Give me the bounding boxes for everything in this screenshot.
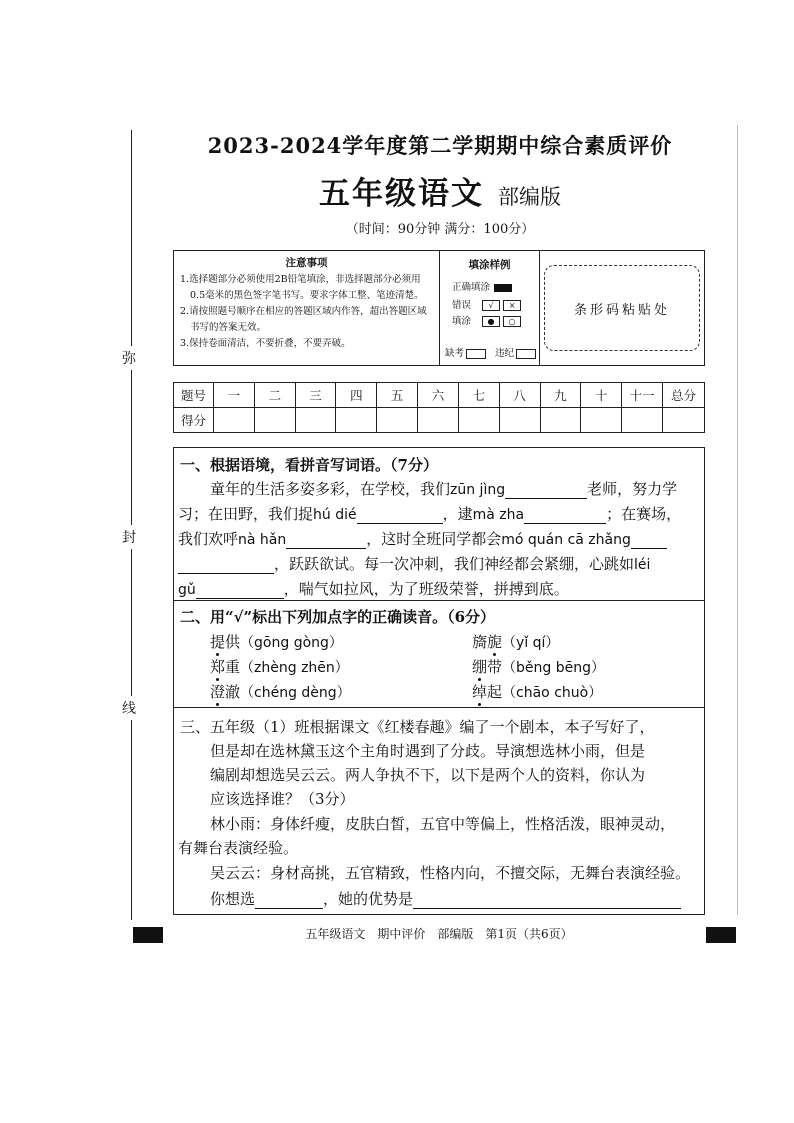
pinyin-leigu-part1: léi <box>634 557 651 573</box>
pinyin-moquancazhang: mó quán cā zhǎng <box>501 532 631 548</box>
edition-label: 部编版 <box>498 185 561 209</box>
question-1-box <box>173 447 705 601</box>
score-col-3: 三 <box>295 383 336 408</box>
q3-profile-lin-cont: 有舞台表演经验。 <box>178 839 299 857</box>
q1-line-1: 童年的生活多姿多彩，在学校，我们zūn jìng 老师，努力学 <box>210 480 678 498</box>
barcode-area <box>544 265 700 351</box>
score-col-8: 八 <box>499 383 540 408</box>
q1-line-3: 我们欢呼nà hǎn ，这时全班同学都会mó quán cā zhǎng <box>178 528 667 549</box>
q3-line-3: 编剧却想选吴云云。两人争执不下，以下是两个人的资料，你认为 <box>210 766 646 784</box>
q2-item-4: 绷带（běng bēng） <box>472 658 606 676</box>
exam-title: 2023-2024学年度第二学期期中综合素质评价 <box>207 133 673 158</box>
score-col-2: 二 <box>254 383 295 408</box>
score-cell[interactable] <box>499 408 540 433</box>
q2-item-3: 郑重（zhèng zhēn） <box>210 658 349 676</box>
wrong-mark-check: √ <box>482 300 500 311</box>
pinyin-zunjing: zūn jìng <box>450 482 506 498</box>
seal-char-mi: 弥 <box>122 346 136 370</box>
seal-char-xian: 线 <box>122 696 136 720</box>
registration-mark-right <box>706 927 736 943</box>
score-cell[interactable] <box>295 408 336 433</box>
answer-blank-5-cont[interactable] <box>178 559 274 574</box>
dotted-char: 澄 <box>210 683 226 701</box>
page-footer: 五年级语文 期中评价 部编版 第1页（共6页） <box>305 927 573 941</box>
violation-checkbox[interactable] <box>516 349 536 359</box>
correct-fill-label: 正确填涂 <box>452 282 491 293</box>
q2-item-6: 绰起（chāo chuò） <box>472 683 603 701</box>
right-edge-line <box>737 125 738 915</box>
pinyin-hudie: hú dié <box>313 507 357 523</box>
score-col-5: 五 <box>377 383 418 408</box>
q2-item-2: 旖旎（yǐ qí） <box>472 633 560 651</box>
pinyin-mazha: mà zha <box>472 507 525 523</box>
score-row-label: 得分 <box>174 408 214 433</box>
notice-section <box>174 251 440 365</box>
question-1-title: 一、根据语境，看拼音写词语。（7分） <box>180 456 438 474</box>
q3-answer-line: 你想选 ，她的优势是 <box>210 888 681 909</box>
dotted-char: 绰 <box>472 683 488 701</box>
notice-item-2: 2.请按照题号顺序在相应的答题区域内作答，超出答题区域书写的答案无效。 <box>180 306 427 333</box>
absent-label: 缺考 <box>445 348 465 359</box>
score-col-1: 一 <box>214 383 255 408</box>
score-col-4: 四 <box>336 383 377 408</box>
answer-blank-6[interactable] <box>196 584 284 599</box>
dotted-char: 郑 <box>210 658 226 676</box>
pinyin-nahan: nà hǎn <box>238 532 287 548</box>
q2-item-1: 提供（gōng gòng） <box>210 633 343 651</box>
notice-item-1: 1.选择题部分必须使用2B铅笔填涂，非选择题部分必须用0.5毫米的黑色签字笔书写。要求字体工整、笔迹清楚。 <box>180 274 424 301</box>
score-cell[interactable] <box>418 408 459 433</box>
barcode-label: 条形码粘贴处 <box>573 302 670 318</box>
score-col-11: 十一 <box>622 383 663 408</box>
dotted-char: 旎 <box>487 633 503 651</box>
score-col-6: 六 <box>418 383 459 408</box>
time-info: （时间：90分钟 满分：100分） <box>345 222 535 237</box>
wrong-fill-label-2: 填涂 <box>452 316 472 327</box>
q1-line-5: gǔ ，喘气如拉风，为了班级荣誉，拼搏到底。 <box>178 580 569 598</box>
correct-fill-swatch <box>494 284 512 292</box>
seal-char-feng: 封 <box>122 525 136 549</box>
score-table-score-row <box>174 408 705 433</box>
score-cell[interactable] <box>377 408 418 433</box>
score-cell[interactable] <box>336 408 377 433</box>
answer-blank-1[interactable] <box>505 484 587 499</box>
answer-blank-3[interactable] <box>524 509 606 524</box>
notice-item-3: 3.保持卷面清洁，不要折叠，不要弄破。 <box>180 338 351 349</box>
answer-blank-4[interactable] <box>286 534 366 549</box>
registration-mark-left <box>133 927 163 943</box>
score-col-10: 十 <box>581 383 622 408</box>
question-2-box <box>173 600 705 708</box>
wrong-mark-dot: ● <box>482 316 500 327</box>
question-3-title: 三、五年级（1）班根据课文《红楼春趣》编了一个剧本，本子写好了， <box>180 718 655 736</box>
choice-blank[interactable] <box>255 894 323 909</box>
score-cell[interactable] <box>458 408 499 433</box>
dotted-char: 提 <box>210 633 226 651</box>
notice-heading: 注意事项 <box>285 257 328 269</box>
score-table-header-row <box>174 383 705 408</box>
violation-label: 违纪 <box>495 348 515 359</box>
question-number-label: 题号 <box>174 383 214 408</box>
q2-item-5: 澄澈（chéng dèng） <box>210 683 351 701</box>
subject-line <box>150 168 730 213</box>
dotted-char: 绷 <box>472 658 488 676</box>
q1-line-4: ，跃跃欲试。每一次冲刺，我们神经都会紧绷，心跳如léi <box>178 553 650 574</box>
question-3-box <box>173 707 705 915</box>
q3-profile-lin: 林小雨：身体纤瘦，皮肤白皙，五官中等偏上，性格活泼，眼神灵动， <box>210 815 676 833</box>
question-2-title: 二、用“√”标出下列加点字的正确读音。（6分） <box>180 608 496 626</box>
fill-sample-section <box>440 251 540 365</box>
advantage-blank[interactable] <box>413 894 681 909</box>
score-cell[interactable] <box>540 408 581 433</box>
q3-line-2: 但是却在选林黛玉这个主角时遇到了分歧。导演想选林小雨，但是 <box>210 742 646 760</box>
wrong-mark-circle: ○ <box>503 316 521 327</box>
answer-blank-5[interactable] <box>631 534 667 549</box>
q3-line-4: 应该选择谁？（3分） <box>210 790 355 808</box>
wrong-fill-label-1: 错误 <box>452 300 472 311</box>
q3-profile-wu: 吴云云：身材高挑，五官精致，性格内向，不擅交际，无舞台表演经验。 <box>210 864 691 882</box>
q1-line-2: 习；在田野，我们捉hú dié ，逮mà zha ；在赛场， <box>178 505 682 523</box>
score-col-7: 七 <box>458 383 499 408</box>
score-cell[interactable] <box>581 408 622 433</box>
absent-checkbox[interactable] <box>466 349 486 359</box>
fill-sample-heading: 填涂样例 <box>468 259 511 271</box>
total-score-label: 总分 <box>663 383 705 408</box>
answer-blank-2[interactable] <box>357 509 443 524</box>
score-cell[interactable] <box>214 408 255 433</box>
pinyin-leigu-part2: gǔ <box>178 582 196 598</box>
score-col-9: 九 <box>540 383 581 408</box>
score-cell[interactable] <box>663 408 705 433</box>
score-cell[interactable] <box>622 408 663 433</box>
wrong-mark-cross: × <box>503 300 521 311</box>
score-table <box>173 382 705 433</box>
subject-name: 五年级语文 <box>319 176 484 212</box>
score-cell[interactable] <box>254 408 295 433</box>
